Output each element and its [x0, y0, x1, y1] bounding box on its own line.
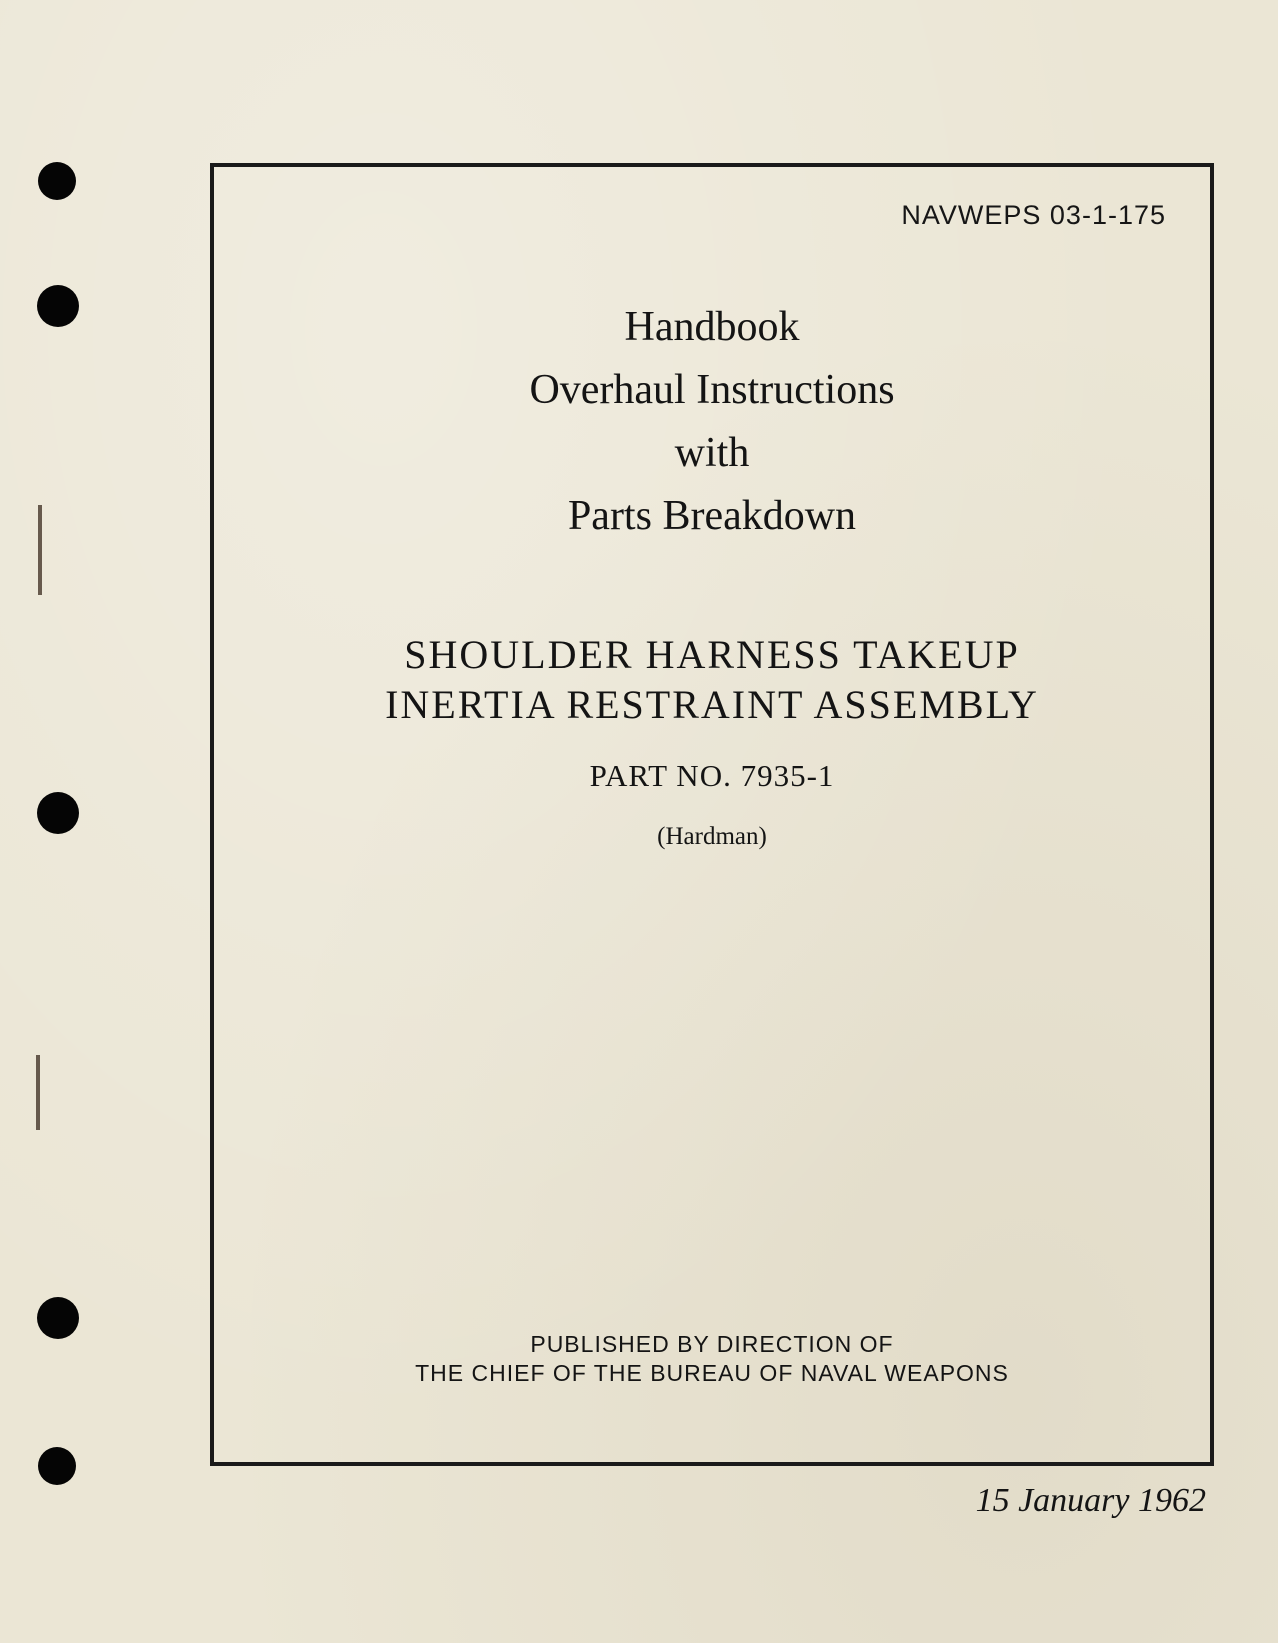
- punch-hole: [37, 285, 79, 327]
- publisher-line: PUBLISHED BY DIRECTION OF: [530, 1331, 894, 1357]
- punch-hole: [37, 792, 79, 834]
- handbook-line: Parts Breakdown: [567, 493, 857, 539]
- publisher-line: THE CHIEF OF THE BUREAU OF NAVAL WEAPONS: [415, 1360, 1009, 1386]
- handbook-line: with: [674, 430, 750, 476]
- handbook-line: Overhaul Instructions: [529, 367, 895, 413]
- staple-mark: [38, 505, 42, 595]
- publication-date: 15 January 1962: [975, 1482, 1206, 1519]
- manufacturer: (Hardman): [657, 823, 767, 850]
- staple-mark: [36, 1055, 40, 1130]
- punch-hole: [37, 1297, 79, 1339]
- handbook-line: Handbook: [624, 304, 800, 350]
- document-number: NAVWEPS 03-1-175: [901, 200, 1166, 230]
- part-number: PART NO. 7935-1: [589, 758, 835, 793]
- punch-hole: [38, 162, 76, 200]
- main-title-line: INERTIA RESTRAINT ASSEMBLY: [385, 682, 1039, 727]
- main-title-line: SHOULDER HARNESS TAKEUP: [404, 632, 1020, 677]
- punch-hole: [38, 1447, 76, 1485]
